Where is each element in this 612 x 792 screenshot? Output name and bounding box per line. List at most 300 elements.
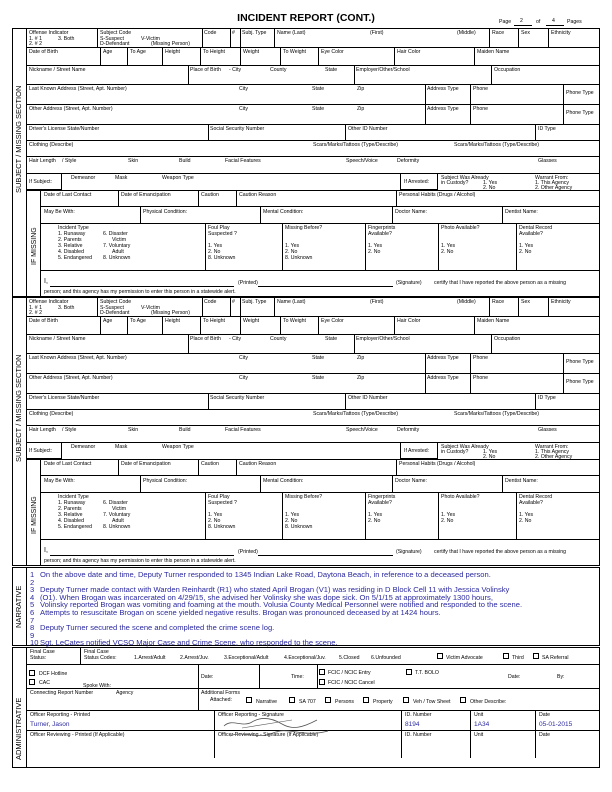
cac-checkbox[interactable] [29,679,35,685]
b1-foul-unknown: 8. Unknown [208,255,236,261]
narrative-line: Deputy Turner secured the scene and completed the crime scene log. [40,623,275,633]
b1-doctor: Doctor Name: [395,209,427,215]
fcic-cancel-checkbox[interactable] [319,679,325,685]
b2-it3: 3. Relative [58,512,83,518]
b2-first: (First) [370,299,384,305]
b2-speech: Speech/Voice [346,427,378,433]
b2-mental: Mental Condition: [263,478,304,484]
b1-dentist: Dentist Name: [505,209,538,215]
b2-missing-before: Missing Before? [285,494,323,500]
b1-fingerprints2: Available? [368,231,392,237]
status-label: Status: [30,655,47,661]
b2-last-known: Last Known Address (Street, Apt. Number) [29,355,127,361]
b1-speech: Speech/Voice [346,158,378,164]
b2-eye-color: Eye Color [321,318,344,324]
b2-certify-text2: person; and this agency has my permission to enter this person in a statewide alert. [44,558,236,564]
b1-name-last: Name (Last) [277,30,306,36]
fcic-cancel-label: FCIC / NCIC Cancel [328,680,375,686]
b2-phone-type: Phone Type [566,359,594,365]
b1-fingerprints1: Fingerprints [368,225,396,231]
b1-county: County [270,67,287,73]
form-other-label: Other Describe: [470,699,507,705]
form-property-label: Property [373,699,393,705]
b2-id-type: ID Type [538,395,556,401]
b1-last-contact: Date of Last Contact [44,192,92,198]
b1-zip: Zip [357,86,365,92]
b2-dl: Driver's License State/Number [29,395,100,401]
b2-county: County [270,336,287,342]
form-persons-label: Persons [335,699,355,705]
b1-dental-yes: 1. Yes [519,243,534,249]
b1-facial: Facial Features [225,158,261,164]
form-narrative-label: Narrative [256,699,278,705]
b2-it6b: Victim [112,506,127,512]
b2-pob-city: - City [229,336,242,342]
narrative-section-label: NARRATIVE [14,585,23,628]
b1-subject-code: Subject Code [100,30,132,36]
b1-city: City [239,86,248,92]
b2-mb-no: 2. No [285,518,298,524]
b2-hair-color: Hair Color [397,318,421,324]
b2-dental1: Dental Record [519,494,553,500]
narrative-line-number: 6 [30,608,35,617]
narrative-line-number: 9 [30,630,35,640]
b2-offense-opt3: 3. Both [58,305,75,311]
additional-forms-label: Additional Forms [201,690,240,696]
b2-deformity: Deformity [397,427,420,433]
b2-address-type-2: Address Type [427,375,459,381]
b2-photo: Photo Available? [441,494,480,500]
b2-dental2: Available? [519,500,543,506]
b1-age: Age [103,49,113,55]
b2-foul-unknown: 8. Unknown [208,524,236,530]
b2-subj-v: V-Victim [141,305,160,311]
b2-maiden-name: Maiden Name [477,318,510,324]
b2-code: Code [204,299,217,305]
spoke-with-label: Spoke With: [83,683,111,689]
b2-dental-yes: 1. Yes [519,512,534,518]
b2-incident-type: Incident Type [58,494,89,500]
third-checkbox[interactable] [503,653,509,659]
b2-city: City [239,355,248,361]
narrative-line: On the above date and time, Deputy Turner responded to 1345 Indian Lake Road, Daytona Beach, in reference to a deceased person. [40,570,491,579]
b1-last-known: Last Known Address (Street, Apt. Number) [29,86,127,92]
status-codes-label: Status Codes: [84,655,117,661]
b2-city-2: City [239,375,248,381]
b1-custody-yes: 1. Yes [483,180,498,186]
b1-photo-no: 2. No [441,249,454,255]
narrative-line-number: 2 [30,577,35,587]
b1-dental1: Dental Record [519,225,553,231]
b2-foul-yes: 1. Yes [208,512,223,518]
b2-hash: # [232,299,235,305]
b2-place-of-birth: Place of Birth [190,336,221,342]
form-sa707-checkbox[interactable] [289,697,295,703]
b1-subj-v: V-Victim [141,36,160,42]
b2-warrant-1: 1. This Agency [535,449,569,455]
b1-weapon-type: Weapon Type [162,175,194,181]
b2-employer: Employer/Other/School [356,336,410,342]
b1-city-2: City [239,106,248,112]
b2-physical: Physical Condition: [143,478,188,484]
status-code-2: 2.Arrest/Juv. [180,655,209,661]
page-number: 2 [520,18,523,24]
b1-first: (First) [370,30,384,36]
b2-weapon-type: Weapon Type [162,444,194,450]
b1-physical: Physical Condition: [143,209,188,215]
b2-dental-no: 2. No [519,518,532,524]
date-label: Date: [201,674,214,680]
b2-it2: 2. Parents [58,506,82,512]
date-label-3: Date [539,712,550,718]
narrative-line: Sgt. LeCates notified VCSO Major Case and Crime Scene, who responded to the scene. [40,638,338,648]
status-code-4: 4.Exceptional/Juv. [284,655,326,661]
b1-caution-reason: Caution Reason [239,192,277,198]
b2-fp-yes: 1. Yes [368,512,383,518]
tt-bolo-checkbox[interactable] [406,669,412,675]
b1-mb-yes: 1. Yes [285,243,300,249]
status-code-1: 1.Arrest/Adult [134,655,166,661]
date-label-2: Date: [508,674,521,680]
if-missing-label: IF MISSING [31,227,38,265]
fcic-entry-checkbox[interactable] [319,669,325,675]
b2-state-2: State [312,375,325,381]
connecting-report-label: Connecting Report Number [30,690,94,696]
b2-foul-play2: Suspected ? [208,500,237,506]
b1-occupation: Occupation [494,67,521,73]
b1-state: State [325,67,338,73]
b1-height: Height [165,49,180,55]
fcic-entry-label: FCIC / NCIC Entry [328,670,371,676]
b2-last-contact: Date of Last Contact [44,461,92,467]
narrative-line-number: 10 [30,638,39,648]
b1-dl: Driver's License State/Number [29,126,100,132]
b1-ethnicity: Ethnicity [551,30,571,36]
b2-hair-length: Hair Length [29,427,56,433]
b1-scars1: Scars/Marks/Tattoos (Type/Describe) [313,142,399,148]
b1-warrant-from: Warrant From: [535,175,569,181]
b1-to-weight: To Weight [283,49,306,55]
b2-phone-type-2: Phone Type [566,379,594,385]
b2-other-address: Other Address (Street, Apt. Number) [29,375,113,381]
b2-state: State [312,355,325,361]
b1-demeanor: Demeanor [71,175,96,181]
b2-custody-yes: 1. Yes [483,449,498,455]
b2-other-id: Other ID Number [348,395,388,401]
b1-weight: Weight [243,49,260,55]
b1-deformity: Deformity [397,158,420,164]
b2-fingerprints1: Fingerprints [368,494,396,500]
b1-address-type-2: Address Type [427,106,459,112]
officer-reporting-printed-label: Officer Reporting - Printed [30,712,91,718]
b1-warrant-2: 2. Other Agency [535,185,573,191]
b1-dental2: Available? [519,231,543,237]
status-code-6: 6.Unfounded [371,655,401,661]
of-label: of [536,19,541,25]
form-veh-tow-checkbox[interactable] [403,697,409,703]
form-property-checkbox[interactable] [363,697,369,703]
b2-dentist: Dentist Name: [505,478,538,484]
b1-hair-color: Hair Color [397,49,421,55]
b2-certify-printed: (Printed) [238,549,258,555]
b1-build: Build [179,158,191,164]
b2-may-be-with: May Be With: [44,478,75,484]
b2-caution: Caution [201,461,219,467]
b1-to-height: To Height [203,49,225,55]
b1-state: State [312,86,325,92]
b1-it6: 6. Disaster [103,231,128,237]
b2-middle: (Middle) [457,299,476,305]
b1-hash: # [232,30,235,36]
b2-it5: 5. Endangered [58,524,93,530]
subject-section-label: SUBJECT / MISSING SECTION [14,354,23,462]
unit-label: Unit [474,712,484,718]
b2-emancipation: Date of Emancipation [121,461,171,467]
b2-to-age: To Age [130,318,146,324]
victim-advocate-label: Victim Advocate [446,655,483,661]
time-label: Time: [291,674,304,680]
b1-eye-color: Eye Color [321,49,344,55]
b2-occupation: Occupation [494,336,521,342]
b1-subj-type: Subj. Type [242,30,267,36]
b2-warrant-from: Warrant From: [535,444,569,450]
b1-certify-printed: (Printed) [238,280,258,286]
b1-race: Race [492,30,505,36]
tt-bolo-label: T.T. BOLO [415,670,439,676]
b1-mask: Mask [115,175,128,181]
b2-it8: 8. Unknown [103,524,131,530]
b1-it5: 5. Endangered [58,255,93,261]
pages-label: Pages [567,19,582,25]
page-title: INCIDENT REPORT (CONT.) [237,12,375,24]
b2-ethnicity: Ethnicity [551,299,571,305]
b1-it6b: Victim [112,237,127,243]
form-sa707-label: SA 707 [299,699,316,705]
b1-if-subject: If Subject: [29,179,53,185]
b1-certify-i: I, [44,278,48,285]
b2-it6: 6. Disaster [103,500,128,506]
unit-label-2: Unit [474,732,484,738]
b2-name-last: Name (Last) [277,299,306,305]
narrative-line: Volinsky reported Brogan was vomiting and foaming at the mouth. Volusia County Medical Personnel were notified and responded to the scene. [40,600,523,610]
b1-certify-text1: certify that I have reported the above person as a missing [434,280,567,286]
b1-certify-text2: person; and this agency has my permission to enter this person in a statewide alert. [44,289,236,295]
b2-fp-no: 2. No [368,518,381,524]
third-label: Third [512,655,524,661]
b1-other-address: Other Address (Street, Apt. Number) [29,106,113,112]
b1-it4: 4. Disabled [58,249,84,255]
b1-to-age: To Age [130,49,146,55]
b2-doctor: Doctor Name: [395,478,427,484]
officer-reviewing-printed-label: Officer Reviewing - Printed (If Applicable) [30,732,125,738]
b1-other-id: Other ID Number [348,126,388,132]
b2-to-height: To Height [203,318,225,324]
b2-phone: Phone [473,355,489,361]
dcf-hotline-checkbox[interactable] [29,670,35,676]
narrative-line: (O1). When Brogan was incarcerated on 4/29/15, she advised her Volinsky she was dope sick. On 5/1/15 at approximately 1300 hours, [40,592,493,602]
date-label-4: Date [539,732,550,738]
b2-facial: Facial Features [225,427,261,433]
narrative-line: Attempts to resuscitate Brogan on scene yielded negative results. Brogan was pronounced deceased by at 1424 hours. [40,608,441,617]
b1-pob-city: - City [229,67,242,73]
form-persons-checkbox[interactable] [325,697,331,703]
b1-fp-yes: 1. Yes [368,243,383,249]
narrative-line: Deputy Turner made contact with Warden Reinhardt (R1) who stated April Brogan (V1) was residing in D Block Cell 11 with Jessica Volinsky [40,585,510,595]
cac-label: CAC [39,680,50,686]
b1-sex: Sex [521,30,530,36]
b2-height: Height [165,318,180,324]
victim-advocate-checkbox[interactable] [437,653,443,659]
b2-custody-no: 2. No [483,454,496,460]
status-code-5: 5.Closed [339,655,360,661]
b1-offense-indicator: Offense Indicator [29,30,69,36]
b1-clothing: Clothing (Describe) [29,142,74,148]
b2-offense-indicator: Offense Indicator [29,299,69,305]
attached-label: Attached: [210,697,232,703]
b1-fp-no: 2. No [368,249,381,255]
b1-mental: Mental Condition: [263,209,304,215]
b1-employer: Employer/Other/School [356,67,410,73]
b2-if-arrested: If Arrested: [404,448,430,454]
b2-scars1: Scars/Marks/Tattoos (Type/Describe) [313,411,399,417]
b1-subj-m: (Missing Person) [151,41,190,47]
agency-label: Agency [116,690,134,696]
narrative-line-number: 8 [30,623,35,633]
b1-if-arrested: If Arrested: [404,179,430,185]
b1-custody-q1: Subject Was Already [441,175,489,181]
b2-subj-d: D-Defendant [100,310,130,316]
b1-code: Code [204,30,217,36]
officer-reviewing-signature-label: Officer Reviewing - Signature (If Applicable) [218,732,319,738]
b1-middle: (Middle) [457,30,476,36]
b1-it2: 2. Parents [58,237,82,243]
id-number-label-2: ID. Number [405,732,432,738]
b1-mb-no: 2. No [285,249,298,255]
b2-subj-type: Subj. Type [242,299,267,305]
b2-offense-opt1: 1. # 1 [29,305,42,311]
narrative-line-number: 1 [30,570,35,579]
b1-dental-no: 2. No [519,249,532,255]
b2-style: / Style [62,427,77,433]
b1-it7b: Adult [112,249,124,255]
sa-referral-label: SA Referral [542,655,569,661]
b1-missing-before: Missing Before? [285,225,323,231]
b2-state: State [325,336,338,342]
b1-phone-type-2: Phone Type [566,110,594,116]
b1-skin: Skin [128,158,139,164]
b2-mask: Mask [115,444,128,450]
subject-section-label: SUBJECT / MISSING SECTION [14,85,23,193]
b2-caution-reason: Caution Reason [239,461,277,467]
b2-build: Build [179,427,191,433]
b2-phone-2: Phone [473,375,489,381]
b2-zip: Zip [357,355,365,361]
b1-photo-yes: 1. Yes [441,243,456,249]
administrative-box [12,647,600,768]
b1-phone: Phone [473,86,489,92]
b2-it1: 1. Runaway [58,500,86,506]
b2-subj-m: (Missing Person) [151,310,190,316]
by-label: By: [557,674,565,680]
b2-subj-s: S-Suspect [100,305,124,311]
b2-it4: 4. Disabled [58,518,84,524]
b2-foul-play1: Foul Play [208,494,230,500]
b1-emancipation: Date of Emancipation [121,192,171,198]
b2-certify-i: I, [44,547,48,554]
b1-it3: 3. Relative [58,243,83,249]
form-veh-tow-label: Veh / Tow Sheet [413,699,451,705]
b1-subj-s: S-Suspect [100,36,124,42]
b1-address-type: Address Type [427,86,459,92]
b1-offense-opt3: 3. Both [58,36,75,42]
b2-it7b: Adult [112,518,124,524]
id-number-label: ID. Number [405,712,432,718]
b2-scars2: Scars/Marks/Tattoos (Type/Describe) [454,411,540,417]
b1-it8: 8. Unknown [103,255,131,261]
b1-foul-play1: Foul Play [208,225,230,231]
b1-maiden-name: Maiden Name [477,49,510,55]
b1-place-of-birth: Place of Birth [190,67,221,73]
b2-if-subject: If Subject: [29,448,53,454]
dcf-hotline-label: DCF Hotline [39,671,68,677]
b1-state-2: State [312,106,325,112]
b1-it1: 1. Runaway [58,231,86,237]
b2-personal-habits: Personal Habits (Drugs / Alcohol) [399,461,476,467]
b1-nickname: Nickname / Street Name [29,67,86,73]
b1-phone-2: Phone [473,106,489,112]
b2-mb-unknown: 8. Unknown [285,524,313,530]
b2-glasses: Glasses [538,427,557,433]
b2-weight: Weight [243,318,260,324]
b2-subject-code: Subject Code [100,299,132,305]
officer-date-value: 05-01-2015 [539,721,573,728]
b2-age: Age [103,318,113,324]
b1-foul-play2: Suspected ? [208,231,237,237]
b2-photo-no: 2. No [441,518,454,524]
b1-offense-opt2: 2. # 2 [29,41,42,47]
if-missing-label: IF MISSING [31,496,38,534]
form-other-checkbox[interactable] [460,697,466,703]
b1-zip-2: Zip [357,106,365,112]
b2-custody-q1: Subject Was Already [441,444,489,450]
b1-incident-type: Incident Type [58,225,89,231]
b2-clothing: Clothing (Describe) [29,411,74,417]
page-label: Page [499,19,512,25]
administrative-section-label: ADMINISTRATIVE [14,697,23,760]
narrative-line-number: 3 [30,585,35,595]
form-narrative-checkbox[interactable] [246,697,252,703]
narrative-line-number: 7 [30,615,35,625]
b1-subj-d: D-Defendant [100,41,130,47]
b2-ssn: Social Security Number [210,395,265,401]
b1-personal-habits: Personal Habits (Drugs / Alcohol) [399,192,476,198]
b1-custody-q2: in Custody? [441,180,469,186]
narrative-line-number: 5 [30,600,35,610]
b2-demeanor: Demeanor [71,444,96,450]
b2-skin: Skin [128,427,139,433]
b1-ssn: Social Security Number [210,126,265,132]
b1-may-be-with: May Be With: [44,209,75,215]
sa-referral-checkbox[interactable] [533,653,539,659]
b1-hair-length: Hair Length [29,158,56,164]
b1-scars2: Scars/Marks/Tattoos (Type/Describe) [454,142,540,148]
b2-custody-q2: in Custody? [441,449,469,455]
b2-offense-opt2: 2. # 2 [29,310,42,316]
officer-name-value: Turner, Jason [30,721,70,728]
b2-certify-signature: (Signature) [396,549,422,555]
b1-custody-no: 2. No [483,185,496,191]
b1-it7: 7. Voluntary [103,243,131,249]
